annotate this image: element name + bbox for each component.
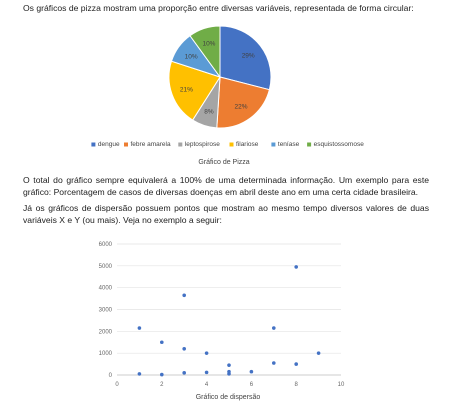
scatter-point — [317, 351, 321, 355]
scatter-point — [227, 363, 231, 367]
legend-swatch — [178, 143, 182, 147]
scatter-point — [205, 371, 209, 375]
pie-value-label: 10% — [202, 40, 216, 48]
y-tick-label: 5000 — [98, 263, 112, 270]
legend-swatch — [230, 143, 234, 147]
scatter-point — [160, 340, 164, 344]
scatter-point — [272, 326, 276, 330]
legend-label: leptospirose — [184, 141, 220, 148]
x-tick-label: 2 — [160, 382, 164, 388]
scatter-point — [182, 294, 186, 298]
legend-label: teníase — [277, 141, 300, 148]
legend-swatch — [124, 143, 128, 147]
scatter-point — [250, 370, 254, 374]
y-tick-label: 2000 — [98, 329, 112, 336]
pie-value-label: 29% — [241, 52, 255, 60]
legend-label: esquistossomose — [313, 141, 364, 148]
pie-value-label: 10% — [184, 53, 198, 61]
legend-label: filariose — [236, 141, 259, 148]
legend-item-leptospirose — [178, 141, 220, 148]
pie-chart — [0, 18, 452, 170]
x-tick-label: 10 — [337, 382, 345, 388]
legend-label: febre amarela — [130, 141, 171, 148]
scatter-chart-title: Gráfico de dispersão — [195, 394, 261, 401]
scatter-point — [182, 371, 186, 375]
y-tick-label: 3000 — [98, 307, 112, 314]
scatter-point — [205, 351, 209, 355]
x-tick-label: 6 — [249, 382, 254, 388]
legend-swatch — [271, 143, 275, 147]
x-tick-label: 4 — [204, 382, 209, 388]
scatter-point — [294, 265, 298, 269]
pie-value-label: 8% — [204, 108, 214, 116]
y-tick-label: 0 — [108, 373, 112, 379]
legend-item-febre-amarela — [124, 141, 171, 148]
legend-swatch — [307, 143, 311, 147]
intro-paragraph: Os gráficos de pizza mostram uma proporção entre diversas variáveis, representada de forma circular: — [23, 3, 414, 13]
scatter-point — [272, 361, 276, 365]
scatter-point — [294, 362, 298, 366]
y-tick-label: 4000 — [98, 285, 112, 292]
legend-label: dengue — [97, 141, 120, 148]
scatter-point — [138, 372, 142, 376]
legend-item-dengue — [91, 141, 120, 148]
legend-item-filariose — [230, 141, 259, 148]
scatter-point — [182, 347, 186, 351]
pie-value-label: 21% — [179, 86, 193, 94]
scatter-intro-paragraph: Já os gráficos de dispersão possuem pontos que mostram ao mesmo tempo diversos valores de duas variáveis X e Y (ou mais). Veja no exemplo a seguir: — [23, 203, 429, 225]
scatter-chart — [0, 236, 452, 405]
x-tick-label: 8 — [294, 382, 298, 388]
scatter-point — [227, 372, 231, 376]
explanation-paragraph: O total do gráfico sempre equivalerá a 100% de uma determinada informação. Um exemplo para este gráfico: Porcentagem de casos de diversas doenças em abril deste ano em uma certa cidade brasileira. — [23, 175, 429, 197]
legend-item-teníase — [271, 141, 299, 148]
y-tick-label: 6000 — [98, 242, 112, 248]
legend-swatch — [91, 143, 95, 147]
scatter-point — [138, 326, 142, 330]
pie-value-label: 22% — [234, 103, 248, 111]
pie-chart-title: Gráfico de Pizza — [198, 159, 250, 166]
scatter-point — [160, 373, 164, 377]
x-tick-label: 0 — [115, 382, 119, 388]
y-tick-label: 1000 — [98, 351, 112, 358]
legend-item-esquistossomose — [307, 141, 364, 148]
